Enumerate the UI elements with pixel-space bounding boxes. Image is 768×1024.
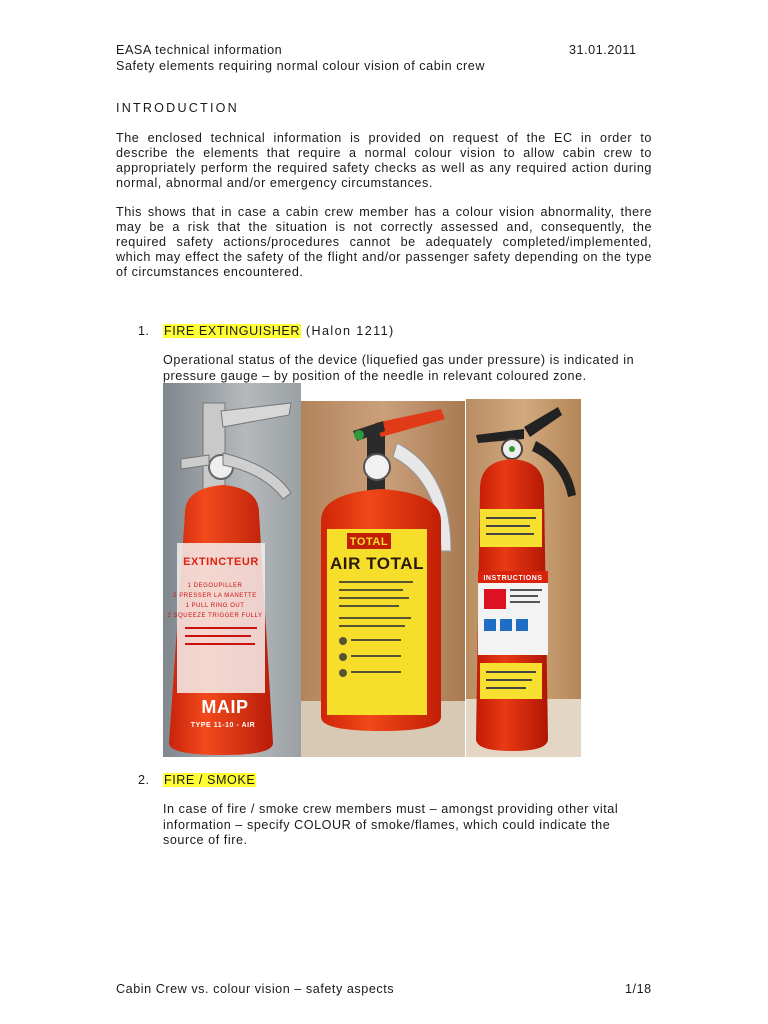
- extinguisher-right-illustration: [466, 399, 581, 757]
- photo-extinguisher-middle: [301, 401, 465, 757]
- left-step-1: 1 DEGOUPILLER: [187, 583, 243, 589]
- footer-title: Cabin Crew vs. colour vision – safety aspects: [116, 982, 395, 996]
- item-1-number: 1.: [138, 324, 150, 338]
- intro-paragraph-2: This shows that in case a cabin crew member has a colour vision abnormality, there may be a risk that the situation is not correctly assessed and, consequently, the required safety actions/procedures cannot be adequately completed/implemented, which may effect the safety of the flight and/or passenger safety depending on the type of circumstances encountered.: [116, 205, 652, 279]
- middle-label: AIR TOTAL: [329, 554, 425, 573]
- right-label: INSTRUCTIONS: [483, 575, 543, 582]
- intro-heading: INTRODUCTION: [116, 101, 239, 115]
- item-2-title-highlight: FIRE / SMOKE: [164, 773, 256, 787]
- item-2-title: [163, 773, 256, 787]
- item-2-number: 2.: [138, 773, 150, 787]
- left-step-2: 2 PRESSER LA MANETTE: [173, 593, 257, 599]
- header-org: EASA technical information: [116, 43, 283, 57]
- left-brand: MAIP: [201, 697, 249, 717]
- document-header: [116, 42, 485, 74]
- left-label-title: EXTINCTEUR: [183, 556, 259, 568]
- item-2-text: In case of fire / smoke crew members must – amongst providing other vital information – specify COLOUR of smoke/flames, which could indicate the source of fire.: [163, 802, 619, 847]
- extinguisher-middle-illustration: [301, 401, 465, 757]
- item-1-title-highlight: FIRE EXTINGUISHER: [164, 324, 301, 338]
- left-step-4: 2 SQUEEZE TRIGGER FULLY: [167, 613, 263, 619]
- header-subtitle: Safety elements requiring normal colour vision of cabin crew: [116, 59, 485, 73]
- photo-extinguisher-right: [466, 399, 581, 757]
- middle-brand: TOTAL: [349, 536, 389, 548]
- left-step-3: 1 PULL RING OUT: [185, 603, 245, 609]
- extinguisher-left-illustration: [163, 383, 301, 757]
- intro-paragraph-1: The enclosed technical information is provided on request of the EC in order to describe the elements that require a normal colour vision to allow cabin crew to appropriately perform the required safety checks as well as any required action during normal, abnormal and/or emergency circumstances.: [116, 131, 652, 190]
- item-1-title-rest: (Halon 1211): [301, 324, 395, 338]
- footer-page-number: 1/18: [625, 982, 652, 996]
- header-date: 31.01.2011: [569, 43, 637, 57]
- item-1-title: [163, 324, 395, 338]
- item-1-text: Operational status of the device (liquefied gas under pressure) is indicated in pressure gauge – by position of the needle in relevant coloured zone.: [163, 353, 635, 383]
- left-type: TYPE 11-10 - AIR: [190, 722, 256, 729]
- photo-extinguisher-left: [163, 383, 301, 757]
